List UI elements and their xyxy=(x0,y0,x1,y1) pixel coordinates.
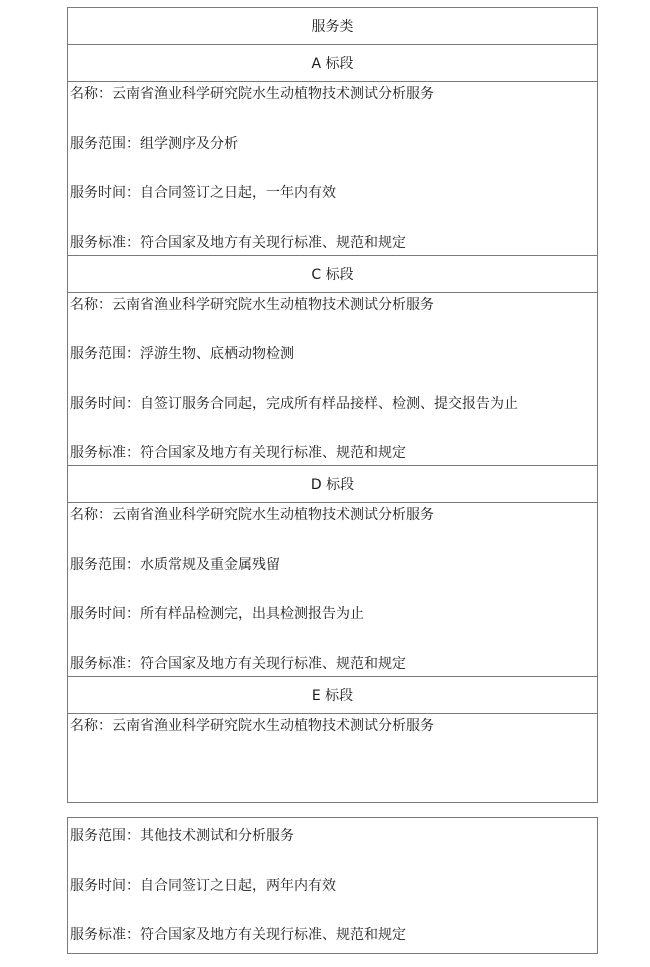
section-c-name: 名称：云南省渔业科学研究院水生动植物技术测试分析服务 xyxy=(70,296,434,313)
section-d-content xyxy=(68,503,597,677)
section-a-standard: 服务标准：符合国家及地方有关现行标准、规范和规定 xyxy=(70,234,406,251)
section-e-time: 服务时间：自合同签订之日起，两年内有效 xyxy=(70,877,336,894)
section-a-name: 名称：云南省渔业科学研究院水生动植物技术测试分析服务 xyxy=(70,86,434,102)
service-table xyxy=(67,7,598,803)
section-a-time: 服务时间：自合同签订之日起，一年内有效 xyxy=(70,185,336,201)
section-a-header: A 标段 xyxy=(68,45,597,82)
section-e-content xyxy=(68,714,597,764)
section-d-standard: 服务标准：符合国家及地方有关现行标准、规范和规定 xyxy=(70,655,406,672)
section-c-content xyxy=(68,293,597,467)
section-a-content xyxy=(68,82,597,256)
service-table-continued xyxy=(67,817,598,954)
section-d-header: D 标段 xyxy=(68,466,597,503)
section-e-header: E 标段 xyxy=(68,677,597,714)
section-c-time: 服务时间：自签订服务合同起，完成所有样品接样、检测、提交报告为止 xyxy=(70,395,518,412)
section-e-name: 名称：云南省渔业科学研究院水生动植物技术测试分析服务 xyxy=(70,717,434,734)
section-c-scope: 服务范围：浮游生物、底栖动物检测 xyxy=(70,346,294,362)
section-d-time: 服务时间：所有样品检测完，出具检测报告为止 xyxy=(70,606,364,622)
section-d-name: 名称：云南省渔业科学研究院水生动植物技术测试分析服务 xyxy=(70,507,434,523)
section-e-scope: 服务范围：其他技术测试和分析服务 xyxy=(70,828,294,844)
section-c-header: C 标段 xyxy=(68,256,597,293)
section-c-standard: 服务标准：符合国家及地方有关现行标准、规范和规定 xyxy=(70,445,406,461)
section-e-standard: 服务标准：符合国家及地方有关现行标准、规范和规定 xyxy=(70,927,406,943)
section-a-scope: 服务范围：组学测序及分析 xyxy=(70,135,238,152)
category-title: 服务类 xyxy=(68,8,597,45)
section-d-scope: 服务范围：水质常规及重金属残留 xyxy=(70,556,280,573)
